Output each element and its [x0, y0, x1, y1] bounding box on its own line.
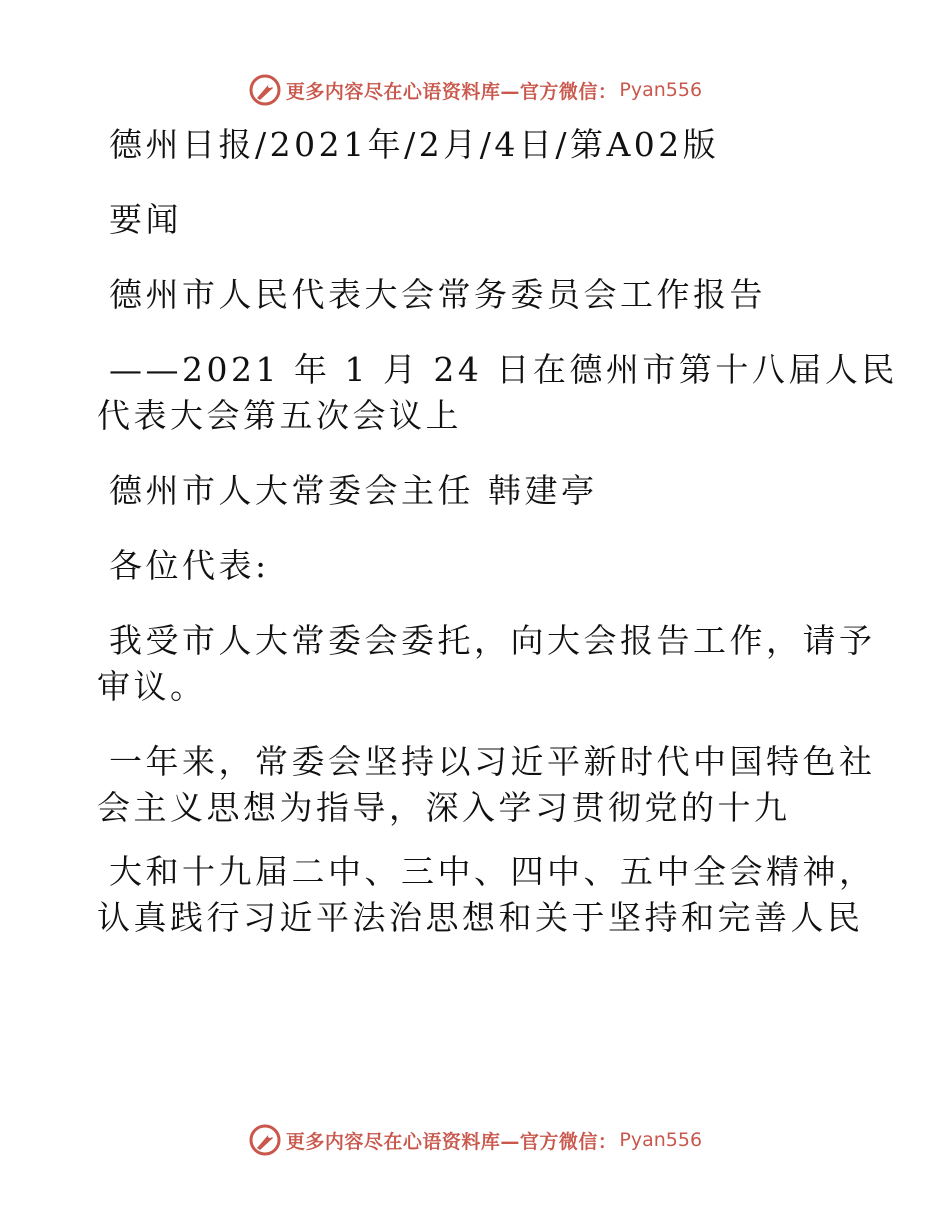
text-line: 一年来，常委会坚持以习近平新时代中国特色社	[109, 742, 876, 781]
watermark-wechat-id: Pyan556	[619, 79, 703, 101]
text-line: ——2021 年 1 月 24 日在德州市第十八届人民	[109, 350, 898, 389]
paragraph-body	[97, 849, 876, 941]
watermark-wechat-id: Pyan556	[619, 1129, 703, 1151]
text-line: 会主义思想为指导，深入学习贯彻党的十九	[97, 788, 791, 827]
paragraph-author	[97, 468, 837, 514]
text-line: 各位代表:	[109, 546, 270, 585]
pen-nib-logo-icon	[248, 73, 282, 107]
paragraph-section	[97, 197, 837, 243]
document-body	[97, 122, 898, 970]
text-line: 我受市人大常委会委托，向大会报告工作，请予	[109, 621, 876, 660]
watermark-text: 更多内容尽在心语资料库—官方微信：	[285, 80, 618, 103]
text-line: 认真践行习近平法治思想和关于坚持和完善人民	[97, 898, 864, 937]
paragraph-subtitle	[97, 347, 898, 439]
text-line: 德州日报/2021年/2月/4日/第A02版	[109, 125, 720, 164]
paragraph-body	[97, 739, 876, 831]
text-line: 代表大会第五次会议上	[97, 396, 462, 435]
pen-nib-logo-icon	[248, 1123, 282, 1157]
watermark-header	[0, 70, 950, 110]
paragraph-salutation	[97, 543, 837, 589]
text-line: 德州市人大常委会主任 韩建亭	[109, 471, 598, 510]
watermark-text: 更多内容尽在心语资料库—官方微信：	[285, 1130, 618, 1153]
paragraph-body	[97, 618, 876, 710]
paragraph-title	[97, 272, 837, 318]
text-line: 审议。	[97, 667, 207, 706]
text-line: 德州市人民代表大会常务委员会工作报告	[109, 275, 766, 314]
text-line: 要闻	[109, 200, 182, 239]
paragraph-dateline	[97, 122, 837, 168]
text-line: 大和十九届二中、三中、四中、五中全会精神，	[109, 852, 876, 891]
watermark-footer	[0, 1120, 950, 1160]
